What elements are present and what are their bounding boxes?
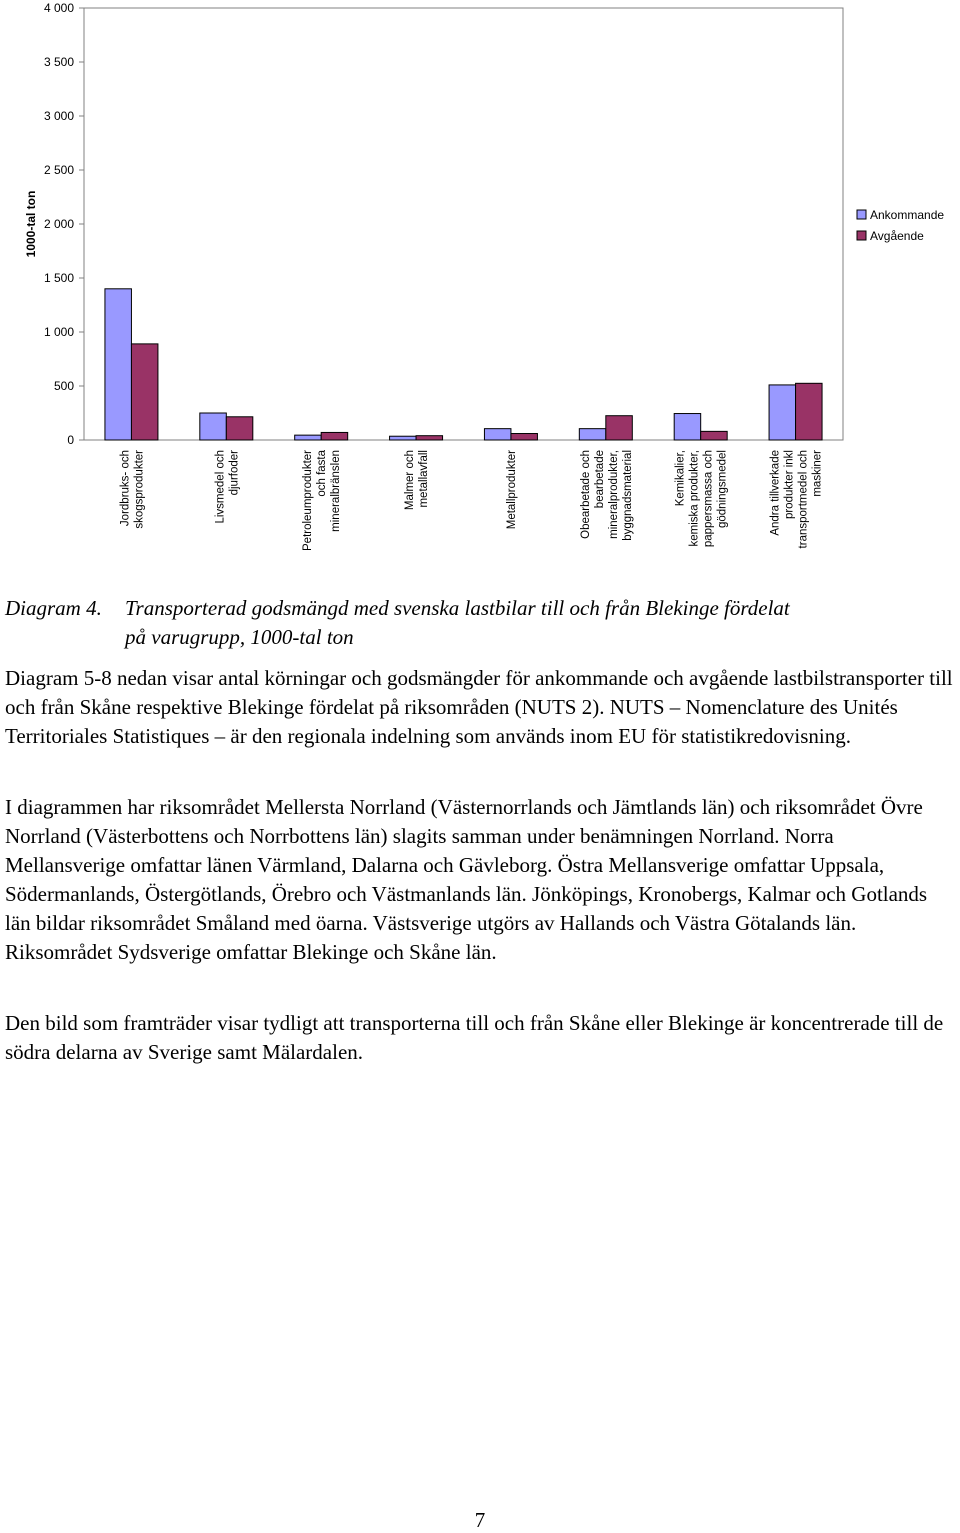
bar-ankommande [105,289,132,440]
x-category-label [214,450,240,524]
x-category-line: Jordbruks- och [119,450,132,527]
body-paragraph-1: Diagram 5-8 nedan visar antal körningar och godsmängder för ankommande och avgående lastbilstransporter till och från Skåne respektive Blekinge fördelat på riksområden (NUTS 2). NUTS – Nomenclature des Unités Territoriales Statistiques – är den regionala indelning som används inom EU för statistikredovisning. [5,666,953,748]
y-tick-label: 0 [67,433,74,447]
x-category-label [119,450,145,529]
x-category-line: Andra tillverkade [769,450,782,536]
bar-chart [0,0,960,590]
x-category-line: bearbetade [593,450,606,509]
y-tick-label: 1 000 [43,325,74,339]
x-category-line: maskiner [811,450,824,497]
legend-swatch [857,210,866,219]
caption-line-2: på varugrupp, 1000-tal ton [125,625,354,649]
page-number: 7 [474,1508,486,1532]
x-category-line: djurfoder [228,450,241,496]
bar-ankommande [295,435,322,440]
y-tick-label: 1 500 [43,271,74,285]
bar-ankommande [200,413,227,440]
x-category-line: mineralbränslen [330,450,343,532]
x-category-line: pappersmassa och [702,450,715,548]
y-axis-title: 1000-tal ton [24,190,38,258]
bar-avgaende [511,434,538,440]
x-category-line: produkter inkl [783,450,796,520]
x-category-label [404,450,430,510]
x-category-line: mineralprodukter, [607,450,620,539]
bar-ankommande [769,385,796,440]
x-category-line: Livsmedel och [214,450,227,524]
bar-avgaende [131,344,158,440]
legend-swatch [857,231,866,240]
y-tick-label: 4 000 [43,1,74,15]
x-category-line: Kemikalier, [674,450,687,507]
plot-area [84,8,843,440]
legend [857,208,944,243]
y-tick-label: 2 000 [43,217,74,231]
figure-caption [5,594,955,652]
caption-line-1: Transporterad godsmängd med svenska lastbilar till och från Blekinge fördelat [125,596,790,620]
bar-avgaende [606,416,633,440]
bar-avgaende [416,436,443,440]
body-paragraph-2: I diagrammen har riksområdet Mellersta Norrland (Västernorrlands och Jämtlands län) och riksområdet Övre Norrland (Västerbottens och Norrbottens län) slagits samman under benämningen Norrland. Norra Mellansverige omfattar länen Värmland, Dalarna och Gävleborg. Östra Mellansverige omfattar Uppsala, Södermanlands, Östergötlands, Örebro och Västmanlands län. Jönköpings, Kronobergs, Kalmar och Gotlands län bildar riksområdet Småland med öarna. Västsverige utgörs av Hallands och Västra Götalands län. Riksområdet Sydsverige omfattar Blekinge och Skåne län. [5,795,928,964]
bar-ankommande [579,429,606,440]
caption-label: Diagram 4. [5,596,102,620]
x-category-label [580,450,634,541]
x-category-line: och fasta [316,450,329,497]
x-category-line: Malmer och [404,450,417,511]
bar-ankommande [674,414,701,440]
x-category-label [675,450,729,547]
bar-avgaende [796,383,823,440]
x-category-label [506,450,518,529]
x-category-line: Obearbetade och [579,450,592,539]
x-category-label [302,449,342,551]
x-category-line: Petroleumprodukter [302,450,315,551]
x-category-label [770,450,824,549]
x-category-line: byggnadsmaterial [621,450,634,541]
y-tick-label: 2 500 [43,163,74,177]
y-tick-label: 3 500 [43,55,74,69]
legend-label: Ankommande [870,208,945,222]
x-category-line: metallavfall [418,450,431,508]
bar-avgaende [701,431,728,440]
bar-avgaende [321,432,348,440]
bar-ankommande [390,436,417,440]
bar-ankommande [484,429,511,440]
x-category-line: transportmedel och [797,450,810,549]
body-paragraph-3: Den bild som framträder visar tydligt att transporterna till och från Skåne eller Blekinge är koncentrerade till de södra delarna av Sverige samt Mälardalen. [5,1011,944,1064]
y-tick-label: 500 [53,379,74,393]
bar-avgaende [226,417,253,440]
x-category-line: Metallprodukter [505,450,518,530]
x-category-line: gödningsmedel [716,450,729,529]
x-category-line: skogsprodukter [133,450,146,529]
y-tick-label: 3 000 [43,109,74,123]
legend-label: Avgående [870,229,924,243]
x-category-line: kemiska produkter, [688,450,701,547]
